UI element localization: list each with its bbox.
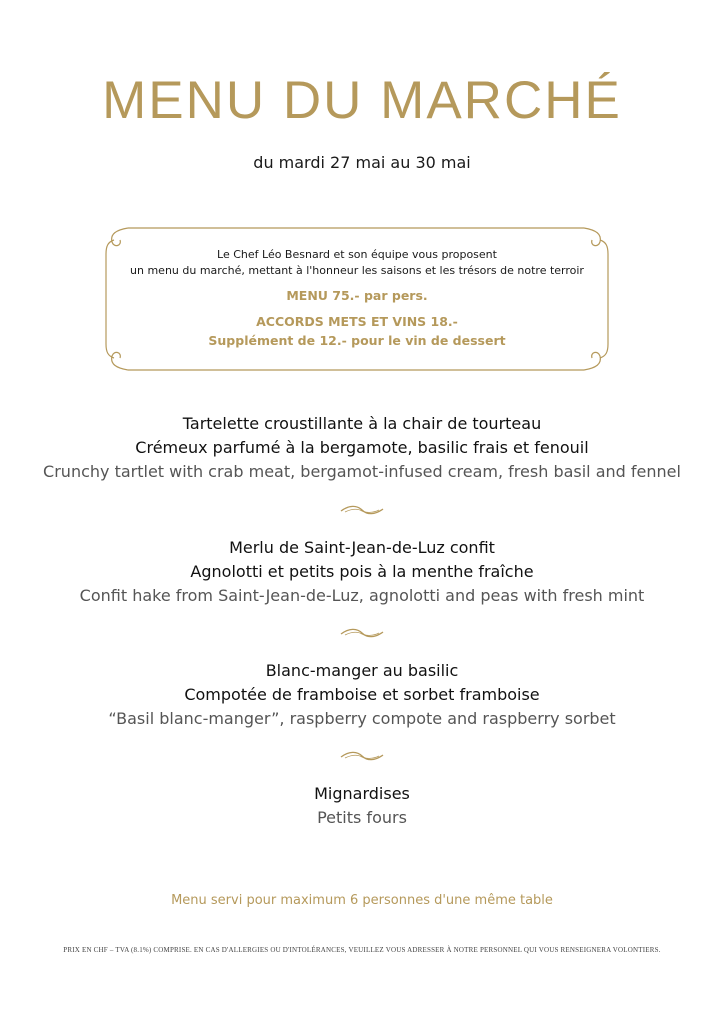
course-title: Mignardises: [314, 784, 410, 803]
course-1: [0, 412, 724, 484]
course-description: Agnolotti et petits pois à la menthe fraîche: [190, 562, 534, 581]
legal-notice: PRIX EN CHF – TVA (8.1%) COMPRISE. EN CAS D'ALLERGIES OU D'INTOLÉRANCES, VEUILLEZ VOUS ADRESSER À NOTRE PERSONNEL QUI VOUS RENSEIGNERA VOLONTIERS.: [63, 946, 661, 954]
menu-dates: du mardi 27 mai au 30 mai: [253, 153, 471, 172]
table-size-note: Menu servi pour maximum 6 personnes d'une même table: [171, 893, 553, 908]
course-3: [0, 659, 724, 731]
flourish-divider-icon: [339, 750, 385, 762]
intro-frame: [102, 224, 612, 374]
intro-line-1: Le Chef Léo Besnard et son équipe vous proposent: [217, 248, 497, 261]
course-4: [0, 782, 724, 830]
course-translation: “Basil blanc-manger”, raspberry compote and raspberry sorbet: [108, 709, 616, 728]
intro-line-2: un menu du marché, mettant à l'honneur les saisons et les trésors de notre terroir: [130, 264, 584, 277]
course-title: Merlu de Saint-Jean-de-Luz confit: [229, 538, 495, 557]
flourish-divider-icon: [339, 627, 385, 639]
course-title: Tartelette croustillante à la chair de tourteau: [182, 414, 542, 433]
course-description: Crémeux parfumé à la bergamote, basilic frais et fenouil: [135, 438, 589, 457]
course-translation: Crunchy tartlet with crab meat, bergamot-infused cream, fresh basil and fennel: [43, 462, 681, 481]
wine-pairing-price: ACCORDS METS ET VINS 18.-: [256, 314, 458, 329]
menu-price: MENU 75.- par pers.: [286, 288, 428, 303]
course-translation: Confit hake from Saint-Jean-de-Luz, agnolotti and peas with fresh mint: [79, 586, 645, 605]
course-description: Compotée de framboise et sorbet framboise: [184, 685, 540, 704]
dessert-wine-supplement: Supplément de 12.- pour le vin de dessert: [208, 333, 506, 348]
course-description: Petits fours: [317, 808, 407, 827]
page-title: MENU DU MARCHÉ: [102, 71, 622, 130]
course-title: Blanc-manger au basilic: [265, 661, 459, 680]
course-2: [0, 536, 724, 608]
flourish-divider-icon: [339, 504, 385, 516]
